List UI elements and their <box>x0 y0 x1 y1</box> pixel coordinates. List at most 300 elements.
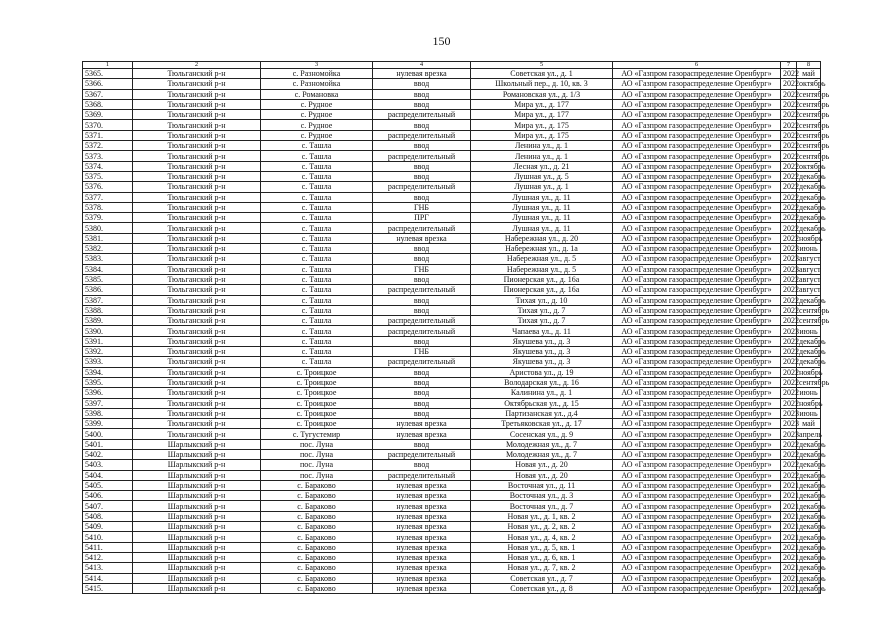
table-cell-col-5: Лесная ул., д. 21 <box>471 161 613 171</box>
table-cell-col-4: ввод <box>373 388 471 398</box>
table-cell-col-2: Шарлыкский р-н <box>133 573 261 583</box>
table-cell-col-2: Тюльганский р-н <box>133 151 261 161</box>
table-cell-col-3: с. Ташла <box>261 274 373 284</box>
table-cell-col-5: Якушева ул., д. 3 <box>471 336 613 346</box>
table-cell-col-8: ноябрь <box>797 233 821 243</box>
table-cell-col-7: 2021 <box>781 583 797 593</box>
table-cell-col-7: 2021 <box>781 542 797 552</box>
table-cell-col-3: с. Троицкое <box>261 388 373 398</box>
table-cell-col-7: 2022 <box>781 305 797 315</box>
table-cell-col-3: с. Бараково <box>261 542 373 552</box>
table-cell-col-6: АО «Газпром газораспределение Оренбург» <box>613 171 781 181</box>
table-cell-col-5: Восточная ул., д. 7 <box>471 501 613 511</box>
table-cell-col-5: Новая ул., д. 6, кв. 1 <box>471 552 613 562</box>
table-cell-col-8: октябрь <box>797 161 821 171</box>
table-cell-col-1: 5392. <box>83 347 133 357</box>
column-header-3: 3 <box>261 62 373 69</box>
table-cell-col-2: Тюльганский р-н <box>133 398 261 408</box>
table-cell-col-6: АО «Газпром газораспределение Оренбург» <box>613 583 781 593</box>
column-header-8: 8 <box>797 62 821 69</box>
table-cell-col-1: 5413. <box>83 563 133 573</box>
table-cell-col-6: АО «Газпром газораспределение Оренбург» <box>613 480 781 490</box>
table-cell-col-7: 2021 <box>781 511 797 521</box>
table-cell-col-5: Набережная ул., д. 1а <box>471 244 613 254</box>
table-cell-col-2: Шарлыкский р-н <box>133 460 261 470</box>
table-cell-col-6: АО «Газпром газораспределение Оренбург» <box>613 223 781 233</box>
gas-connection-table <box>82 61 830 594</box>
table-cell-col-2: Тюльганский р-н <box>133 192 261 202</box>
table-cell-col-8: сентябрь <box>797 316 821 326</box>
table-cell-col-7: 2023 <box>781 254 797 264</box>
table-cell-col-6: АО «Газпром газораспределение Оренбург» <box>613 151 781 161</box>
table-cell-col-2: Тюльганский р-н <box>133 377 261 387</box>
table-cell-col-1: 5409. <box>83 522 133 532</box>
table-cell-col-8: декабрь <box>797 171 821 181</box>
table-cell-col-4: распределительный <box>373 130 471 140</box>
table-row <box>83 357 821 367</box>
table-cell-col-2: Тюльганский р-н <box>133 347 261 357</box>
table-row <box>83 223 821 233</box>
table-cell-col-8: декабрь <box>797 192 821 202</box>
table-cell-col-2: Тюльганский р-н <box>133 130 261 140</box>
table-cell-col-8: декабрь <box>797 573 821 583</box>
table-cell-col-7: 2021 <box>781 480 797 490</box>
table-cell-col-6: АО «Газпром газораспределение Оренбург» <box>613 244 781 254</box>
table-cell-col-2: Тюльганский р-н <box>133 285 261 295</box>
table-cell-col-3: с. Бараково <box>261 552 373 562</box>
table-row <box>83 69 821 79</box>
table-cell-col-2: Шарлыкский р-н <box>133 449 261 459</box>
table-cell-col-4: ввод <box>373 336 471 346</box>
table-cell-col-6: АО «Газпром газораспределение Оренбург» <box>613 511 781 521</box>
table-cell-col-7: 2023 <box>781 419 797 429</box>
table-cell-col-2: Тюльганский р-н <box>133 120 261 130</box>
table-cell-col-4: распределительный <box>373 316 471 326</box>
table-cell-col-8: август <box>797 285 821 295</box>
table-cell-col-5: Восточная ул., д. 3 <box>471 491 613 501</box>
table-cell-col-4: распределительный <box>373 110 471 120</box>
table-cell-col-3: с. Ташла <box>261 264 373 274</box>
table-cell-col-5: Лушная ул., д. 11 <box>471 223 613 233</box>
table-row <box>83 130 821 140</box>
table-cell-col-3: с. Романовка <box>261 89 373 99</box>
table-cell-col-5: Якушева ул., д. 3 <box>471 347 613 357</box>
table-cell-col-8: декабрь <box>797 449 821 459</box>
table-cell-col-4: нулевая врезка <box>373 69 471 79</box>
table-cell-col-6: АО «Газпром газораспределение Оренбург» <box>613 99 781 109</box>
table-cell-col-1: 5379. <box>83 213 133 223</box>
table-cell-col-2: Тюльганский р-н <box>133 367 261 377</box>
table-cell-col-2: Шарлыкский р-н <box>133 501 261 511</box>
table-cell-col-2: Тюльганский р-н <box>133 429 261 439</box>
table-cell-col-8: июнь <box>797 408 821 418</box>
table-cell-col-7: 2021 <box>781 573 797 583</box>
table-cell-col-4: распределительный <box>373 223 471 233</box>
table-cell-col-5: Лушная ул., д. 11 <box>471 213 613 223</box>
table-cell-col-1: 5365. <box>83 69 133 79</box>
table-cell-col-6: АО «Газпром газораспределение Оренбург» <box>613 552 781 562</box>
table-cell-col-7: 2021 <box>781 563 797 573</box>
table-cell-col-2: Тюльганский р-н <box>133 295 261 305</box>
table-cell-col-8: декабрь <box>797 202 821 212</box>
table-cell-col-2: Тюльганский р-н <box>133 161 261 171</box>
table-cell-col-6: АО «Газпром газораспределение Оренбург» <box>613 377 781 387</box>
table-cell-col-7: 2023 <box>781 408 797 418</box>
table-cell-col-1: 5402. <box>83 449 133 459</box>
table-row <box>83 213 821 223</box>
table-cell-col-7: 2022 <box>781 161 797 171</box>
table-row <box>83 336 821 346</box>
table-cell-col-1: 5372. <box>83 141 133 151</box>
table-cell-col-1: 5370. <box>83 120 133 130</box>
table-cell-col-6: АО «Газпром газораспределение Оренбург» <box>613 460 781 470</box>
table-cell-col-8: сентябрь <box>797 99 821 109</box>
table-cell-col-5: Калинина ул., д. 1 <box>471 388 613 398</box>
table-cell-col-5: Ленина ул., д. 1 <box>471 141 613 151</box>
table-cell-col-2: Тюльганский р-н <box>133 419 261 429</box>
table-cell-col-4: ввод <box>373 244 471 254</box>
table-cell-col-4: ГНБ <box>373 202 471 212</box>
table-cell-col-1: 5404. <box>83 470 133 480</box>
table-cell-col-8: декабрь <box>797 522 821 532</box>
table-cell-col-8: сентябрь <box>797 305 821 315</box>
table-cell-col-8: сентябрь <box>797 377 821 387</box>
column-header-5: 5 <box>471 62 613 69</box>
table-cell-col-8: май <box>797 419 821 429</box>
table-cell-col-3: с. Ташла <box>261 336 373 346</box>
table-row <box>83 522 821 532</box>
table-cell-col-1: 5395. <box>83 377 133 387</box>
table-cell-col-8: июнь <box>797 326 821 336</box>
table-cell-col-3: с. Ташла <box>261 295 373 305</box>
table-cell-col-8: сентябрь <box>797 141 821 151</box>
table-cell-col-3: пос. Луна <box>261 460 373 470</box>
table-cell-col-7: 2022 <box>781 213 797 223</box>
table-cell-col-1: 5396. <box>83 388 133 398</box>
table-row <box>83 120 821 130</box>
table-row <box>83 233 821 243</box>
table-cell-col-8: декабрь <box>797 439 821 449</box>
table-cell-col-1: 5380. <box>83 223 133 233</box>
table-cell-col-5: Ленина ул., д. 1 <box>471 151 613 161</box>
table-row <box>83 79 821 89</box>
table-cell-col-1: 5393. <box>83 357 133 367</box>
table-cell-col-6: АО «Газпром газораспределение Оренбург» <box>613 522 781 532</box>
page-number: 150 <box>432 34 451 48</box>
table-cell-col-8: август <box>797 254 821 264</box>
table-cell-col-2: Тюльганский р-н <box>133 274 261 284</box>
table-cell-col-3: с. Бараково <box>261 491 373 501</box>
table-cell-col-7: 2022 <box>781 274 797 284</box>
table-cell-col-5: Школьный пер., д. 10, кв. 3 <box>471 79 613 89</box>
table-cell-col-1: 5407. <box>83 501 133 511</box>
table-cell-col-7: 2022 <box>781 449 797 459</box>
table-cell-col-7: 2023 <box>781 264 797 274</box>
table-cell-col-6: АО «Газпром газораспределение Оренбург» <box>613 233 781 243</box>
table-cell-col-5: Мира ул., д. 177 <box>471 110 613 120</box>
table-cell-col-3: с. Ташла <box>261 233 373 243</box>
column-header-6: 6 <box>613 62 781 69</box>
table-cell-col-3: с. Ташла <box>261 151 373 161</box>
table-cell-col-5: Володарская ул., д. 16 <box>471 377 613 387</box>
table-cell-col-5: Лушная ул., д. 1 <box>471 182 613 192</box>
table-row <box>83 532 821 542</box>
table-cell-col-1: 5383. <box>83 254 133 264</box>
table-row <box>83 449 821 459</box>
table-cell-col-6: АО «Газпром газораспределение Оренбург» <box>613 357 781 367</box>
table-cell-col-5: Тихая ул., д. 7 <box>471 305 613 315</box>
table-row <box>83 491 821 501</box>
table-cell-col-3: с. Ташла <box>261 202 373 212</box>
table-cell-col-4: ввод <box>373 171 471 181</box>
table-cell-col-5: Третьяковская ул., д. 17 <box>471 419 613 429</box>
table-cell-col-2: Тюльганский р-н <box>133 336 261 346</box>
table-cell-col-3: с. Бараково <box>261 532 373 542</box>
table-row <box>83 89 821 99</box>
table-cell-col-8: декабрь <box>797 295 821 305</box>
table-cell-col-7: 2022 <box>781 233 797 243</box>
table-cell-col-6: АО «Газпром газораспределение Оренбург» <box>613 347 781 357</box>
table-cell-col-6: АО «Газпром газораспределение Оренбург» <box>613 398 781 408</box>
table-cell-col-1: 5414. <box>83 573 133 583</box>
table-cell-col-5: Набережная ул., д. 5 <box>471 254 613 264</box>
table-row <box>83 295 821 305</box>
table-cell-col-8: ноябрь <box>797 398 821 408</box>
table-cell-col-7: 2021 <box>781 532 797 542</box>
table-row <box>83 244 821 254</box>
table-cell-col-3: с. Ташла <box>261 316 373 326</box>
table-cell-col-5: Советская ул., д. 1 <box>471 69 613 79</box>
table-cell-col-4: нулевая врезка <box>373 491 471 501</box>
table-cell-col-7: 2022 <box>781 141 797 151</box>
table-cell-col-2: Шарлыкский р-н <box>133 583 261 593</box>
column-header-7: 7 <box>781 62 797 69</box>
table-cell-col-6: АО «Газпром газораспределение Оренбург» <box>613 79 781 89</box>
table-cell-col-5: Октябрьская ул., д. 15 <box>471 398 613 408</box>
table-cell-col-7: 2022 <box>781 470 797 480</box>
column-header-2: 2 <box>133 62 261 69</box>
table-cell-col-1: 5371. <box>83 130 133 140</box>
table-cell-col-1: 5397. <box>83 398 133 408</box>
table-cell-col-7: 2022 <box>781 316 797 326</box>
table-cell-col-2: Тюльганский р-н <box>133 171 261 181</box>
table-cell-col-4: ввод <box>373 89 471 99</box>
table-cell-col-1: 5366. <box>83 79 133 89</box>
table-cell-col-3: с. Бараково <box>261 573 373 583</box>
table-row <box>83 542 821 552</box>
table-cell-col-6: АО «Газпром газораспределение Оренбург» <box>613 326 781 336</box>
table-header-row <box>83 62 821 69</box>
table-cell-col-3: с. Троицкое <box>261 398 373 408</box>
table-cell-col-8: декабрь <box>797 552 821 562</box>
table-cell-col-4: ввод <box>373 377 471 387</box>
table-cell-col-3: с. Бараково <box>261 563 373 573</box>
table-cell-col-4: ввод <box>373 99 471 109</box>
table-cell-col-1: 5408. <box>83 511 133 521</box>
table-cell-col-4: нулевая врезка <box>373 511 471 521</box>
table-cell-col-3: с. Ташла <box>261 347 373 357</box>
table-row <box>83 388 821 398</box>
table-row <box>83 377 821 387</box>
table-cell-col-8: август <box>797 274 821 284</box>
table-row <box>83 398 821 408</box>
table-cell-col-3: с. Ташла <box>261 244 373 254</box>
table-row <box>83 552 821 562</box>
table-cell-col-7: 2023 <box>781 326 797 336</box>
table-cell-col-3: с. Ташла <box>261 357 373 367</box>
table-cell-col-2: Шарлыкский р-н <box>133 491 261 501</box>
table-cell-col-1: 5398. <box>83 408 133 418</box>
table-cell-col-1: 5390. <box>83 326 133 336</box>
table-cell-col-1: 5394. <box>83 367 133 377</box>
table-cell-col-8: июнь <box>797 244 821 254</box>
table-cell-col-1: 5401. <box>83 439 133 449</box>
table-cell-col-8: декабрь <box>797 480 821 490</box>
table-cell-col-7: 2022 <box>781 99 797 109</box>
table-cell-col-6: АО «Газпром газораспределение Оренбург» <box>613 429 781 439</box>
table-cell-col-3: пос. Луна <box>261 439 373 449</box>
table-cell-col-3: с. Бараково <box>261 583 373 593</box>
table-cell-col-4: распределительный <box>373 357 471 367</box>
table-cell-col-3: с. Ташла <box>261 326 373 336</box>
table-cell-col-2: Тюльганский р-н <box>133 213 261 223</box>
table-cell-col-5: Мира ул., д. 175 <box>471 130 613 140</box>
table-cell-col-2: Шарлыкский р-н <box>133 532 261 542</box>
table-cell-col-4: распределительный <box>373 326 471 336</box>
table-cell-col-5: Аристова ул., д. 19 <box>471 367 613 377</box>
table-cell-col-7: 2022 <box>781 295 797 305</box>
table-cell-col-7: 2022 <box>781 223 797 233</box>
table-cell-col-7: 2023 <box>781 244 797 254</box>
table-cell-col-1: 5399. <box>83 419 133 429</box>
table-cell-col-6: АО «Газпром газораспределение Оренбург» <box>613 161 781 171</box>
table-cell-col-3: с. Троицкое <box>261 408 373 418</box>
table-row <box>83 316 821 326</box>
table-cell-col-1: 5378. <box>83 202 133 212</box>
table-cell-col-6: АО «Газпром газораспределение Оренбург» <box>613 542 781 552</box>
table-cell-col-4: распределительный <box>373 151 471 161</box>
table-cell-col-2: Шарлыкский р-н <box>133 511 261 521</box>
table-cell-col-1: 5377. <box>83 192 133 202</box>
table-cell-col-4: нулевая врезка <box>373 429 471 439</box>
table-cell-col-6: АО «Газпром газораспределение Оренбург» <box>613 295 781 305</box>
table-cell-col-3: с. Бараково <box>261 480 373 490</box>
table-cell-col-8: сентябрь <box>797 110 821 120</box>
table-cell-col-1: 5389. <box>83 316 133 326</box>
table-cell-col-2: Тюльганский р-н <box>133 89 261 99</box>
table-cell-col-5: Новая ул., д. 7, кв. 2 <box>471 563 613 573</box>
table-cell-col-5: Лушная ул., д. 5 <box>471 171 613 181</box>
table-cell-col-1: 5369. <box>83 110 133 120</box>
table-cell-col-6: АО «Газпром газораспределение Оренбург» <box>613 264 781 274</box>
table-cell-col-6: АО «Газпром газораспределение Оренбург» <box>613 491 781 501</box>
table-cell-col-6: АО «Газпром газораспределение Оренбург» <box>613 563 781 573</box>
table-cell-col-1: 5387. <box>83 295 133 305</box>
table-cell-col-6: АО «Газпром газораспределение Оренбург» <box>613 573 781 583</box>
table-cell-col-7: 2022 <box>781 171 797 181</box>
table-cell-col-1: 5412. <box>83 552 133 562</box>
table-cell-col-4: ввод <box>373 161 471 171</box>
table-cell-col-6: АО «Газпром газораспределение Оренбург» <box>613 274 781 284</box>
table-cell-col-4: ввод <box>373 254 471 264</box>
table-cell-col-1: 5373. <box>83 151 133 161</box>
table-cell-col-1: 5411. <box>83 542 133 552</box>
table-cell-col-1: 5374. <box>83 161 133 171</box>
table-cell-col-6: АО «Газпром газораспределение Оренбург» <box>613 408 781 418</box>
table-cell-col-5: Новая ул., д. 4, кв. 2 <box>471 532 613 542</box>
table-cell-col-8: октябрь <box>797 79 821 89</box>
table-cell-col-1: 5388. <box>83 305 133 315</box>
table-cell-col-6: АО «Газпром газораспределение Оренбург» <box>613 419 781 429</box>
table-cell-col-8: декабрь <box>797 357 821 367</box>
table-row <box>83 161 821 171</box>
table-cell-col-5: Молодежная ул., д. 7 <box>471 449 613 459</box>
table-cell-col-4: ГНБ <box>373 347 471 357</box>
table-cell-col-1: 5415. <box>83 583 133 593</box>
table-cell-col-6: АО «Газпром газораспределение Оренбург» <box>613 254 781 264</box>
table-cell-col-2: Шарлыкский р-н <box>133 563 261 573</box>
table-cell-col-2: Тюльганский р-н <box>133 233 261 243</box>
table-cell-col-6: АО «Газпром газораспределение Оренбург» <box>613 213 781 223</box>
table-cell-col-8: декабрь <box>797 501 821 511</box>
table-cell-col-5: Набережная ул., д. 20 <box>471 233 613 243</box>
table-cell-col-3: с. Ташла <box>261 161 373 171</box>
table-cell-col-5: Якушева ул., д. 3 <box>471 357 613 367</box>
table-cell-col-6: АО «Газпром газораспределение Оренбург» <box>613 130 781 140</box>
table-cell-col-7: 2022 <box>781 336 797 346</box>
table-cell-col-7: 2022 <box>781 120 797 130</box>
table-cell-col-8: апрель <box>797 429 821 439</box>
table-cell-col-5: Пионерская ул., д. 16а <box>471 274 613 284</box>
table-row <box>83 470 821 480</box>
table-cell-col-3: с. Бараково <box>261 501 373 511</box>
table-cell-col-4: ГНБ <box>373 264 471 274</box>
table-cell-col-4: нулевая врезка <box>373 542 471 552</box>
table-cell-col-7: 2022 <box>781 69 797 79</box>
table-cell-col-8: май <box>797 69 821 79</box>
table-cell-col-5: Новая ул., д. 20 <box>471 460 613 470</box>
table-cell-col-2: Тюльганский р-н <box>133 316 261 326</box>
table-cell-col-7: 2022 <box>781 347 797 357</box>
table-cell-col-2: Тюльганский р-н <box>133 408 261 418</box>
table-cell-col-6: АО «Газпром газораспределение Оренбург» <box>613 285 781 295</box>
table-cell-col-4: нулевая врезка <box>373 552 471 562</box>
table-cell-col-1: 5367. <box>83 89 133 99</box>
table-cell-col-4: распределительный <box>373 470 471 480</box>
table-cell-col-7: 2021 <box>781 501 797 511</box>
table-cell-col-4: распределительный <box>373 182 471 192</box>
table-cell-col-7: 2022 <box>781 398 797 408</box>
table-cell-col-3: с. Рудное <box>261 120 373 130</box>
table-cell-col-3: с. Разномойка <box>261 79 373 89</box>
table-cell-col-2: Шарлыкский р-н <box>133 470 261 480</box>
table-cell-col-4: нулевая врезка <box>373 419 471 429</box>
table-row <box>83 254 821 264</box>
table-row <box>83 439 821 449</box>
table-cell-col-6: АО «Газпром газораспределение Оренбург» <box>613 336 781 346</box>
table-cell-col-4: распределительный <box>373 285 471 295</box>
table-cell-col-6: АО «Газпром газораспределение Оренбург» <box>613 69 781 79</box>
table-cell-col-3: с. Ташла <box>261 192 373 202</box>
table-cell-col-4: нулевая врезка <box>373 573 471 583</box>
table-cell-col-7: 2022 <box>781 130 797 140</box>
table-cell-col-8: сентябрь <box>797 130 821 140</box>
table-cell-col-7: 2021 <box>781 522 797 532</box>
table-cell-col-3: с. Ташла <box>261 305 373 315</box>
table-cell-col-8: декабрь <box>797 336 821 346</box>
table-cell-col-5: Лушная ул., д. 11 <box>471 202 613 212</box>
table-row <box>83 583 821 593</box>
